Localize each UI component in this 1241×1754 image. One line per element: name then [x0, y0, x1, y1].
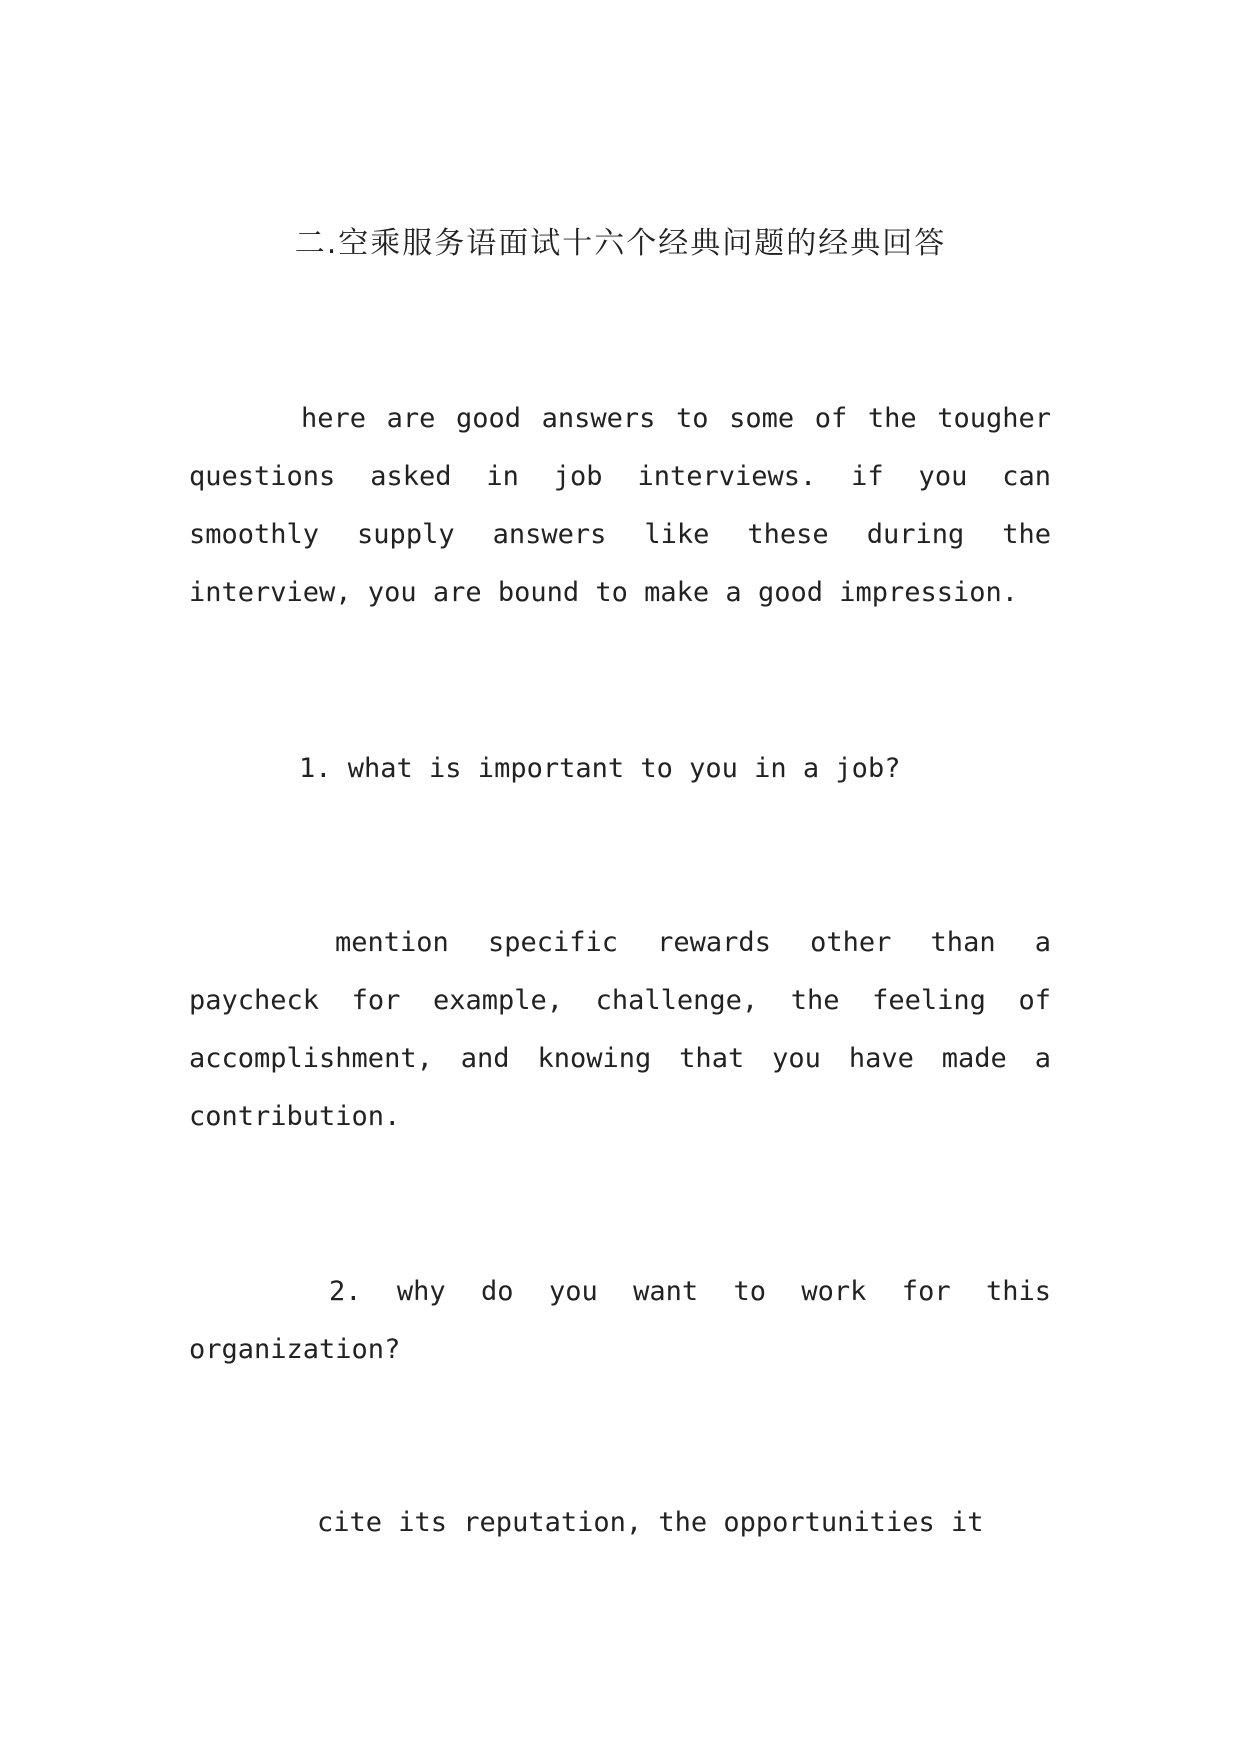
document-title: 二.空乘服务语面试十六个经典问题的经典回答 — [294, 226, 947, 261]
answer-1: mention specific rewards other than a paycheck for example, challenge, the feeling of accomplishment, and knowing that you have made a contribution. — [189, 927, 1051, 1132]
question-1: 1. what is important to you in a job? — [299, 753, 901, 784]
answer-2: cite its reputation, the opportunities it — [317, 1507, 984, 1538]
question-2: 2. why do you want to work for this organization? — [189, 1276, 1051, 1365]
intro-paragraph: here are good answers to some of the tougher questions asked in job interviews. if you can smoothly supply answers like these during the interview, you are bound to make a good impression. — [189, 403, 1051, 608]
